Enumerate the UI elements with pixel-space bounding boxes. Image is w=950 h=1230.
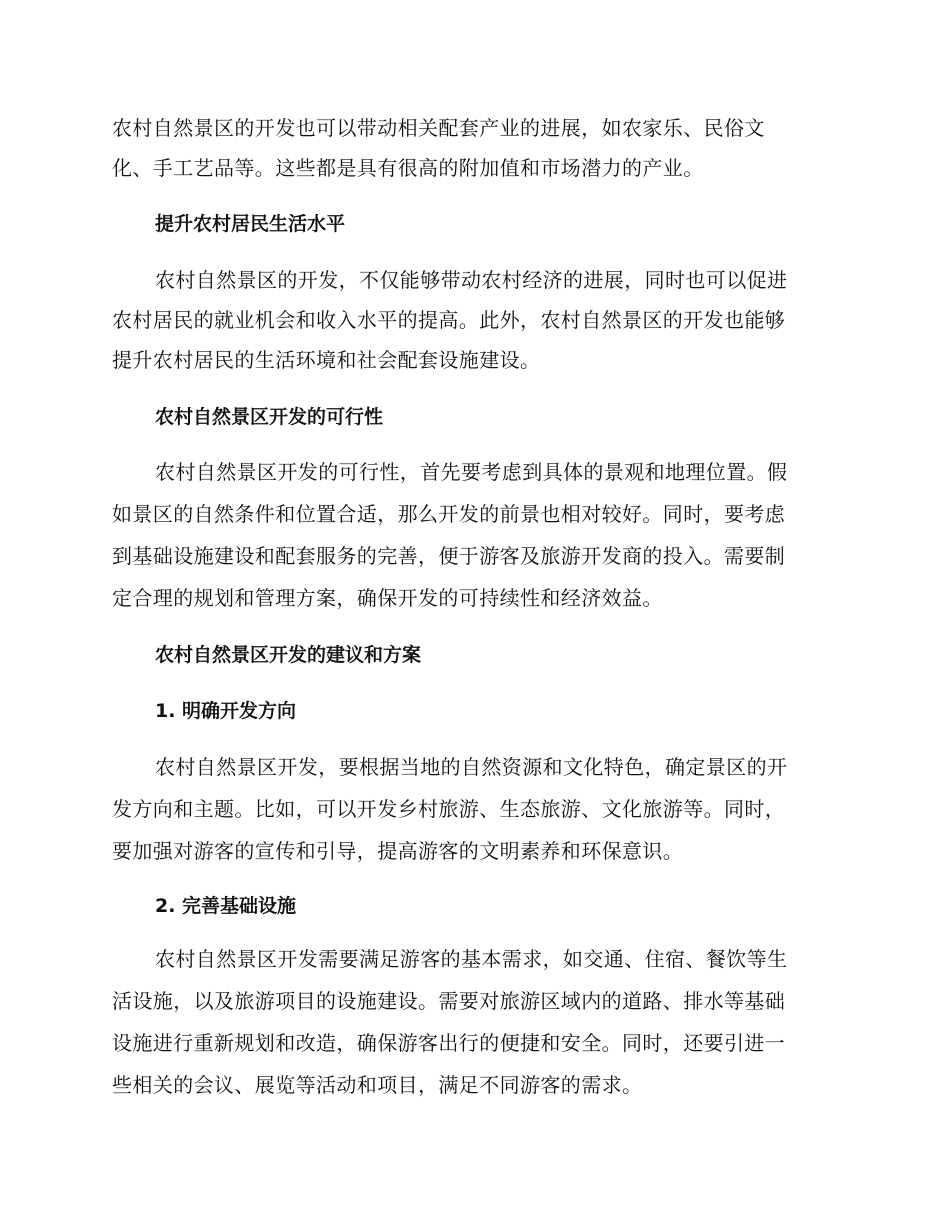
paragraph-line: 化、手工艺品等。这些都是具有很高的附加值和市场潜力的产业。 bbox=[112, 156, 704, 180]
paragraph-line: 农村自然景区的开发也可以带动相关配套产业的进展，如农家乐、民俗文 bbox=[112, 116, 765, 140]
paragraph-line: 设施进行重新规划和改造，确保游客出行的便捷和安全。同时，还要引进一 bbox=[112, 1031, 786, 1055]
section-heading: 农村自然景区开发的建议和方案 bbox=[155, 644, 422, 666]
paragraph-line: 到基础设施建设和配套服务的完善，便于游客及旅游开发商的投入。需要制 bbox=[112, 544, 786, 568]
paragraph-line: 要加强对游客的宣传和引导，提高游客的文明素养和环保意识。 bbox=[112, 839, 684, 863]
subsection-heading: 2. 完善基础设施 bbox=[155, 895, 297, 917]
subsection-heading: 1. 明确开发方向 bbox=[155, 700, 297, 722]
paragraph-line: 活设施，以及旅游项目的设施建设。需要对旅游区域内的道路、排水等基础 bbox=[112, 989, 786, 1013]
paragraph-line: 定合理的规划和管理方案，确保开发的可持续性和经济效益。 bbox=[112, 586, 663, 610]
paragraph-line: 提升农村居民的生活环境和社会配套设施建设。 bbox=[112, 348, 541, 372]
paragraph-line: 农村自然景区的开发，不仅能够带动农村经济的进展，同时也可以促进 bbox=[155, 268, 788, 292]
paragraph-line: 农村自然景区开发，要根据当地的自然资源和文化特色，确定景区的开 bbox=[155, 755, 788, 779]
paragraph-line: 农村居民的就业机会和收入水平的提高。此外，农村自然景区的开发也能够 bbox=[112, 308, 786, 332]
paragraph-line: 发方向和主题。比如，可以开发乡村旅游、生态旅游、文化旅游等。同时， bbox=[112, 797, 786, 821]
section-heading: 提升农村居民生活水平 bbox=[155, 213, 346, 235]
paragraph-line: 农村自然景区开发的可行性，首先要考虑到具体的景观和地理位置。假 bbox=[155, 460, 788, 484]
section-heading: 农村自然景区开发的可行性 bbox=[155, 406, 384, 428]
paragraph-line: 如景区的自然条件和位置合适，那么开发的前景也相对较好。同时，要考虑 bbox=[112, 502, 786, 526]
paragraph-line: 农村自然景区开发需要满足游客的基本需求，如交通、住宿、餐饮等生 bbox=[155, 947, 788, 971]
paragraph-line: 些相关的会议、展览等活动和项目，满足不同游客的需求。 bbox=[112, 1073, 643, 1097]
